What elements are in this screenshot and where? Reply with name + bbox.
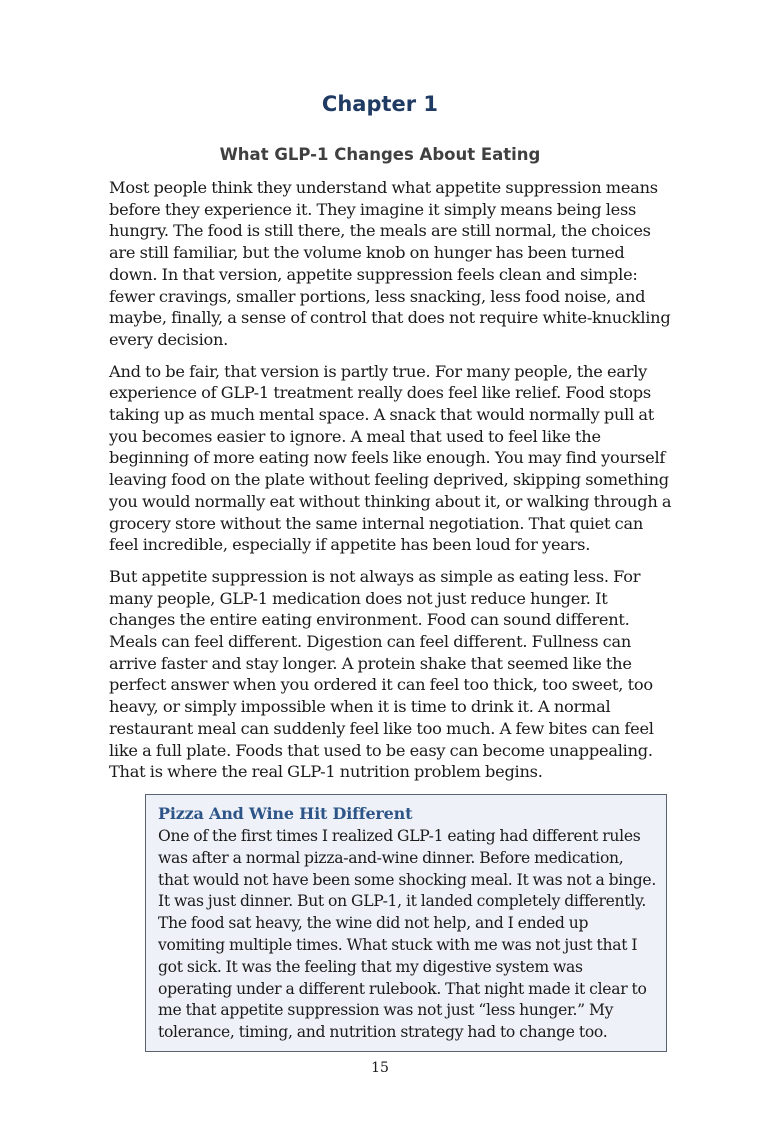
body-text xyxy=(109,177,675,793)
page-number: 15 xyxy=(371,1060,389,1076)
body-paragraph: And to be fair, that version is partly true. For many people, the early experience of GLP-1 treatment really does feel like relief. Food stops taking up as much mental space. A snack that would normally pull at you becomes easier to ignore. A meal that used to feel like the beginning of more eating now feels like enough. You may find yourself leaving food on the plate without feeling deprived, skipping something you would normally eat without thinking about it, or walking through a grocery store without the same internal negotiation. That quiet can feel incredible, especially if appetite has been loud for years. xyxy=(109,361,672,555)
body-paragraph: Most people think they understand what appetite suppression means before they experience it. They imagine it simply means being less hungry. The food is still there, the meals are still normal, the choices are still familiar, but the volume knob on hunger has been turned down. In that version, appetite suppression feels clean and simple: fewer cravings, smaller portions, less snacking, less food noise, and maybe, finally, a sense of control that does not require white-knuckling every decision. xyxy=(109,178,671,349)
section-title: What GLP-1 Changes About Eating xyxy=(219,145,541,164)
body-paragraph: But appetite suppression is not always as simple as eating less. For many people, GLP-1 medication does not just reduce hunger. It changes the entire eating environment. Food can sound different. Meals can feel different. Digestion can feel different. Fullness can arrive faster and stay longer. A protein shake that seemed like the perfect answer when you ordered it can feel too thick, too sweet, too heavy, or simply impossible when it is time to drink it. A normal restaurant meal can suddenly feel like too much. A few bites can feel like a full plate. Foods that used to be easy can become unappealing. That is where the real GLP-1 nutrition problem begins. xyxy=(109,566,654,782)
callout-title: Pizza And Wine Hit Different xyxy=(158,804,413,823)
callout-text: One of the first times I realized GLP-1 eating had different rules was after a normal pizza-and-wine dinner. Before medication, that would not have been some shocking meal. It was not a binge. It was just dinner. But on GLP-1, it landed completely differently. The food sat heavy, the wine did not help, and I ended up vomiting multiple times. What stuck with me was not just that I got sick. It was the feeling that my digestive system was operating under a different rulebook. That night made it clear to me that appetite suppression was not just “less hunger.” My tolerance, timing, and nutrition strategy had to change too. xyxy=(158,827,656,1042)
chapter-title: Chapter 1 xyxy=(321,92,439,116)
callout-box xyxy=(145,794,667,1052)
